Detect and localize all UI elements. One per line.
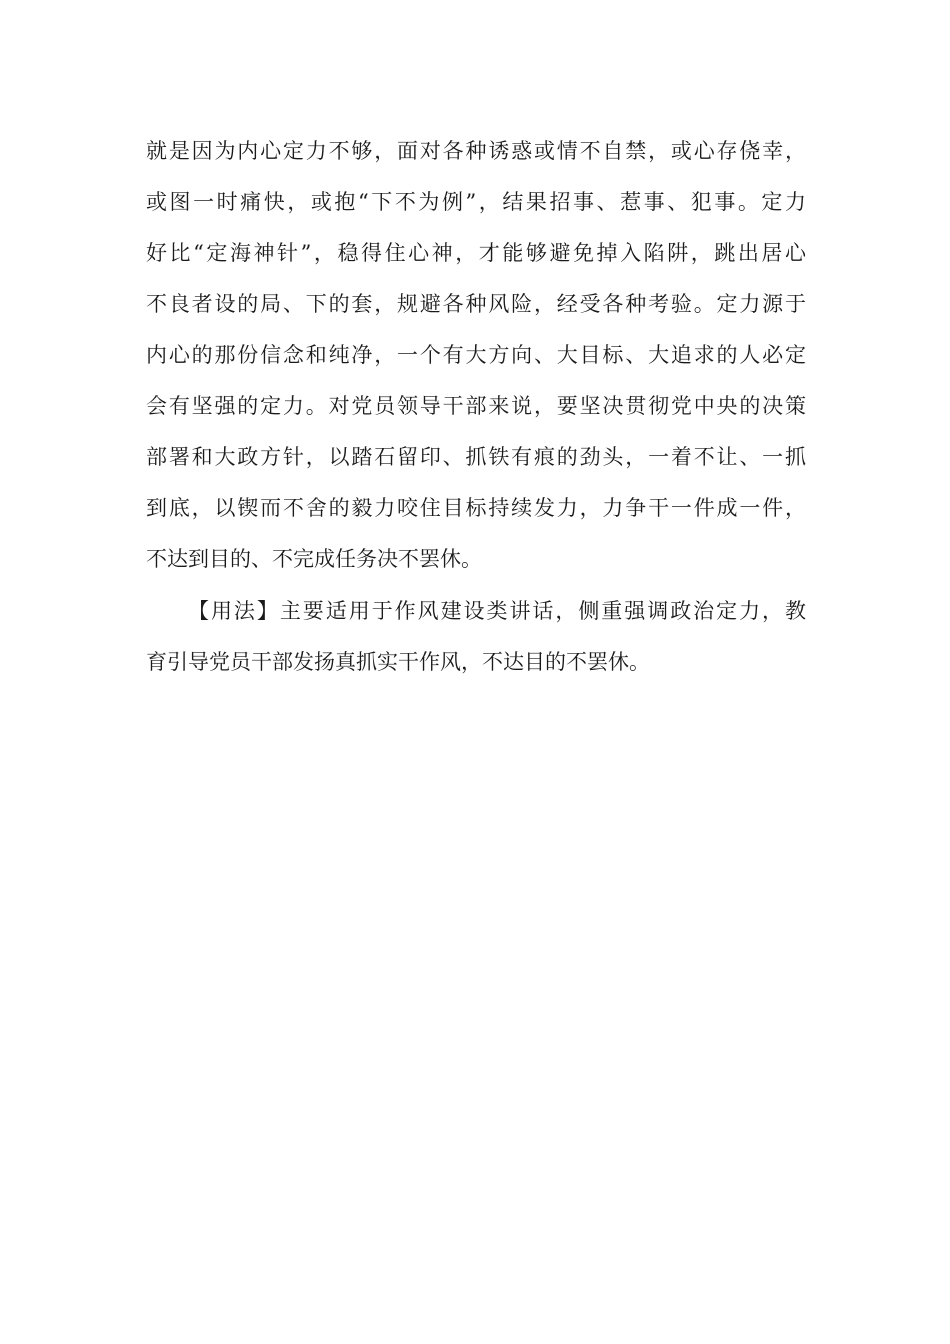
paragraph-line: 不良者设的局、下的套，规避各种风险，经受各种考验。定力源于: [146, 292, 806, 316]
paragraph-line: 育引导党员干部发扬真抓实干作风，不达目的不罢休。: [146, 650, 650, 674]
paragraph-line: 好比“定海神针”，稳得住心神，才能够避免掉入陷阱，跳出居心: [146, 241, 806, 265]
paragraph-line: 【用法】主要适用于作风建设类讲话，侧重强调政治定力，教: [188, 599, 806, 623]
paragraph-line: 就是因为内心定力不够，面对各种诱惑或情不自禁，或心存侥幸，: [146, 139, 806, 163]
paragraph-line: 内心的那份信念和纯净，一个有大方向、大目标、大追求的人必定: [146, 343, 806, 367]
paragraph-line: 会有坚强的定力。对党员领导干部来说，要坚决贯彻党中央的决策: [146, 394, 806, 418]
usage-paragraph: [146, 596, 806, 698]
body-paragraph: [146, 136, 806, 595]
paragraph-line: 不达到目的、不完成任务决不罢休。: [146, 547, 482, 571]
paragraph-line: 或图一时痛快，或抱“下不为例”，结果招事、惹事、犯事。定力: [146, 190, 806, 214]
paragraph-line: 到底，以锲而不舍的毅力咬住目标持续发力，力争干一件成一件，: [146, 496, 806, 520]
paragraph-line: 部署和大政方针，以踏石留印、抓铁有痕的劲头，一着不让、一抓: [146, 445, 806, 469]
